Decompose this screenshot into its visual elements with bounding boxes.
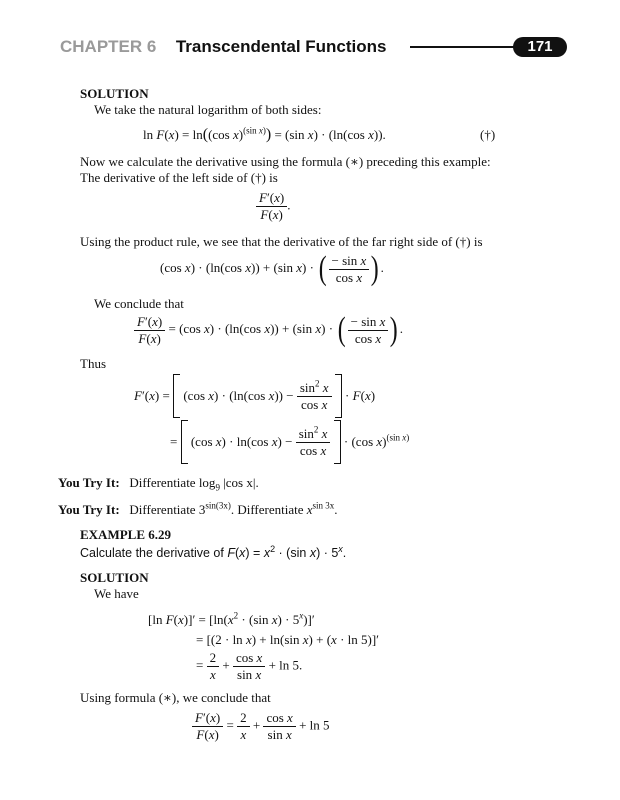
solution-intro: We have	[94, 586, 139, 601]
chapter-title: Transcendental Functions	[175, 37, 387, 56]
paragraph-line: Using the product rule, we see that the derivative of the far right side of (†) is	[80, 234, 483, 249]
chapter-label: CHAPTER 6	[60, 37, 157, 56]
paragraph-line: The derivative of the left side of (†) is	[80, 170, 278, 185]
paragraph-line: We conclude that	[94, 296, 184, 311]
you-try-it-1: You Try It: Differentiate $\log_9 |\cos$ x|.	[58, 475, 259, 493]
you-try-it-2: You Try It: Differentiate $3^{sin(3x)}$. Differentiate $x^{sin 3x}$.	[58, 500, 338, 517]
equation-final: $\frac{F'(x)}{F(x)}$ = $\frac{2}{x}$ + $\frac{\text{cos x}}{\text{sin x}}$ + ln 5	[192, 710, 330, 743]
equation-log-both-sides: ln F(x) = ln((cos x)$^{(sin x)}$) = (sin x) · (ln(cos x)).	[143, 125, 386, 143]
you-try-it-label: You Try It	[58, 502, 116, 517]
equation-tag-dagger: (†)	[480, 127, 496, 142]
example-statement: Calculate the derivative of $F(x) = x^2 \cdot (\sin$ $x) \cdot 5^x$.	[80, 543, 347, 560]
running-header	[60, 37, 386, 57]
paragraph-line: Thus	[80, 356, 106, 371]
equation-thus-line1: F′(x) = (cos x) · (ln(cos x)) − $\frac{\sin^2 x}{\text{cos x}}$ · F(x)	[134, 374, 375, 418]
paragraph-line: Now we calculate the derivative using the formula (∗) preceding this example:	[80, 154, 491, 169]
equation-thus-line2: = (cos x) · ln(cos x) − $\frac{\sin^2 x}{\text{cos x}}$ · (cos x)$^{(sin x)}$	[170, 420, 409, 464]
equation-log-derivative-line2: = [(2 · ln x) + ln(sin x) + (x · ln 5)]′	[196, 632, 380, 647]
solution-heading: SOLUTION	[80, 570, 149, 585]
equation-log-derivative-line1: [ln $F(x)]' = [\ln(x^2 \cdot (\sin$ $x) \cdot 5^x)]'$	[148, 610, 315, 627]
you-try-it-label: You Try It	[58, 475, 116, 490]
example-heading: EXAMPLE 6.29	[80, 527, 171, 542]
equation-left-derivative: $\frac{F'(x)}{F(x)}$ .	[256, 190, 291, 223]
header-rule	[410, 46, 520, 48]
page-number: 171	[513, 37, 567, 57]
equation-conclusion: $\frac{F'(x)}{F(x)}$ = (cos x) · (ln(cos x)) + (sin x) · ( $\frac{\text{− sin x}}{\text{cos x}}$ ) .	[134, 313, 403, 347]
paragraph-line: Using formula (∗), we conclude that	[80, 690, 271, 705]
equation-log-derivative-line3: = $\frac{2}{x}$ + $\frac{\text{cos x}}{\text{sin x}}$ + ln 5.	[196, 650, 303, 682]
solution-heading: SOLUTION	[80, 86, 149, 101]
equation-right-derivative: (cos x) · (ln(cos x)) + (sin x) · ( $\frac{\text{− sin x}}{\text{cos x}}$ ) .	[160, 250, 384, 287]
solution-intro: We take the natural logarithm of both sides:	[94, 102, 322, 117]
